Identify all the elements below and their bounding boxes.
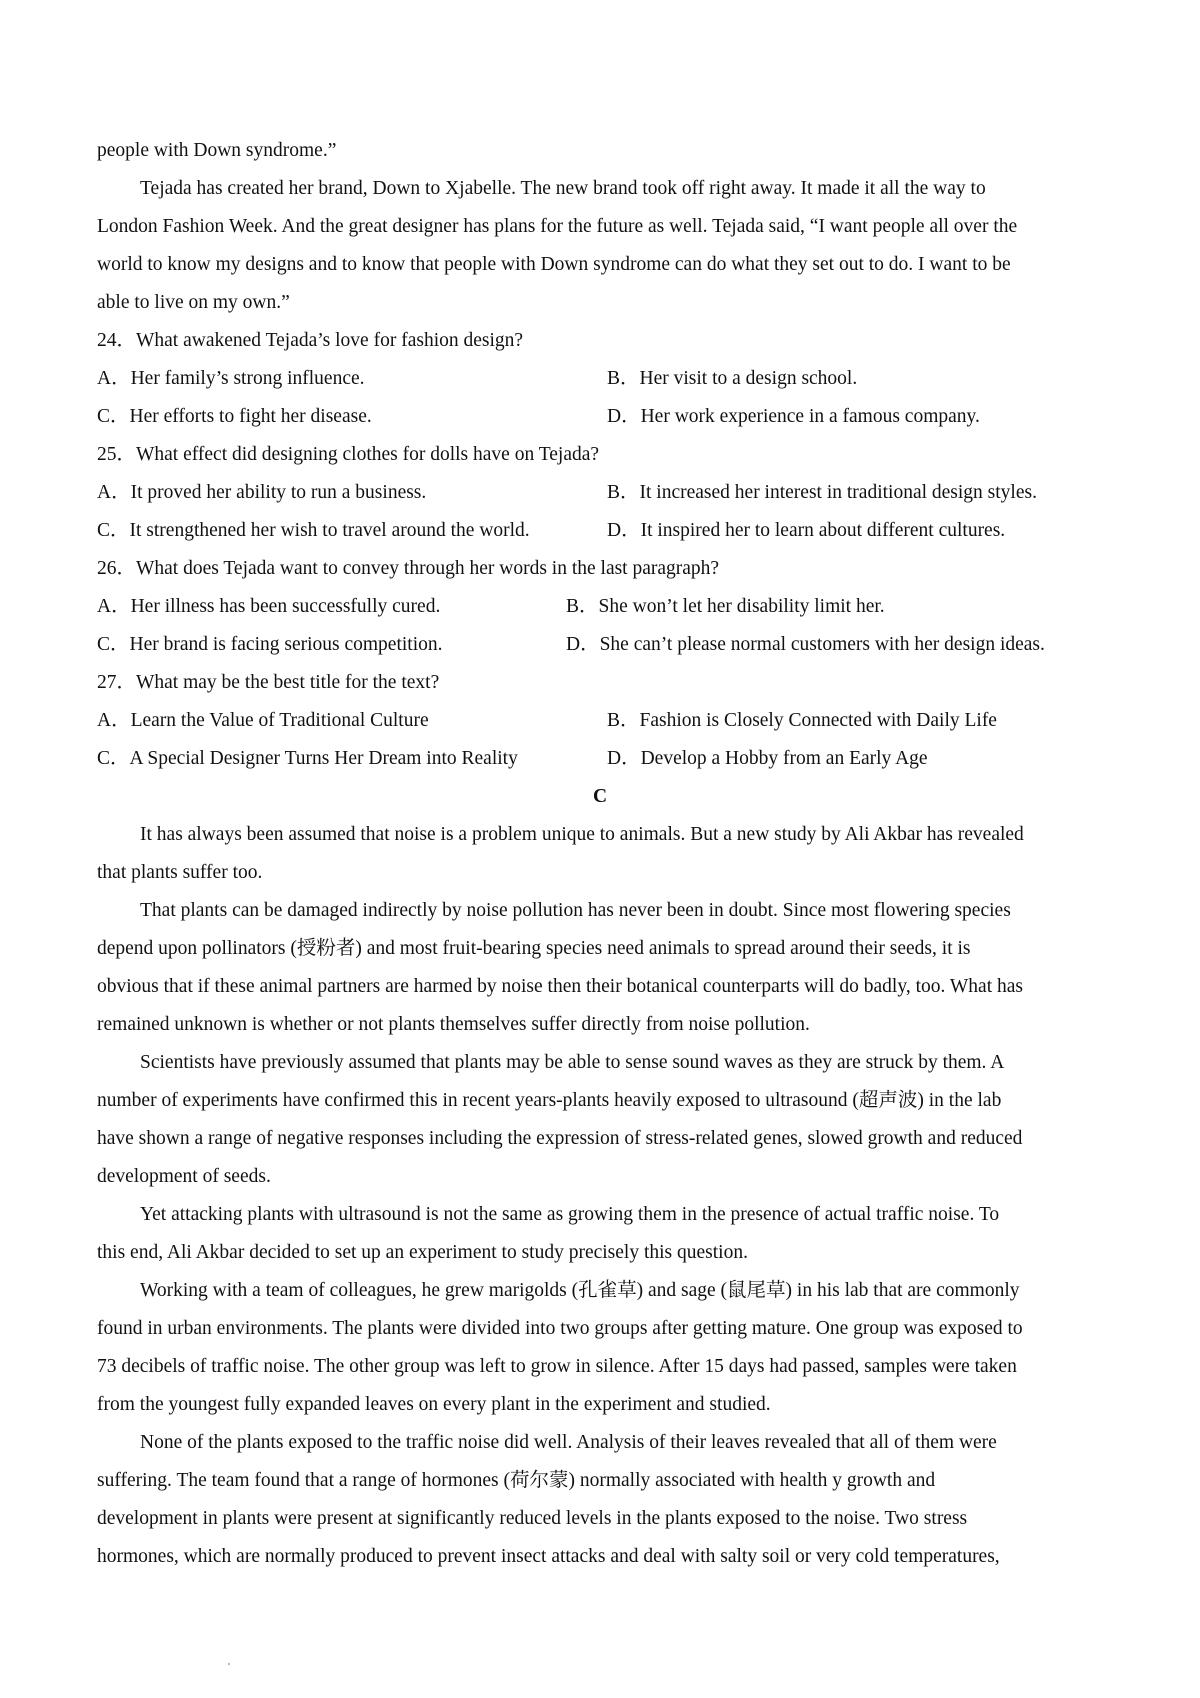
passage-line: remained unknown is whether or not plants themselves suffer directly from noise pollution. xyxy=(97,1014,810,1035)
passage-line: world to know my designs and to know that people with Down syndrome can do what they set out to do. I want to be xyxy=(97,254,1011,275)
answer-option[interactable]: D．Her work experience in a famous company. xyxy=(607,406,980,427)
passage-line: Yet attacking plants with ultrasound is not the same as growing them in the presence of actual traffic noise. To xyxy=(140,1204,1000,1225)
section-heading: C xyxy=(592,786,608,807)
answer-option[interactable]: B．It increased her interest in traditional design styles. xyxy=(607,482,1037,503)
passage-line: this end, Ali Akbar decided to set up an experiment to study precisely this question. xyxy=(97,1242,748,1263)
question-stem: 25．What effect did designing clothes for dolls have on Tejada? xyxy=(97,444,600,465)
passage-line: Scientists have previously assumed that plants may be able to sense sound waves as they are struck by them. A xyxy=(140,1052,1005,1073)
passage-line: people with Down syndrome.” xyxy=(97,140,337,161)
passage-line: depend upon pollinators (授粉者) and most fruit-bearing species need animals to spread around their seeds, it is xyxy=(97,938,971,959)
passage-line: from the youngest fully expanded leaves on every plant in the experiment and studied. xyxy=(97,1394,771,1415)
passage-line: It has always been assumed that noise is a problem unique to animals. But a new study by Ali Akbar has revealed xyxy=(140,824,1024,845)
answer-option[interactable]: C．A Special Designer Turns Her Dream into Reality xyxy=(97,748,518,769)
passage-line: suffering. The team found that a range of hormones (荷尔蒙) normally associated with health y growth and xyxy=(97,1470,936,1491)
question-stem: 27．What may be the best title for the text? xyxy=(97,672,440,693)
passage-line: development of seeds. xyxy=(97,1166,271,1187)
answer-option[interactable]: B．Her visit to a design school. xyxy=(607,368,858,389)
passage-line: have shown a range of negative responses including the expression of stress-related genes, slowed growth and reduced xyxy=(97,1128,1023,1149)
answer-option[interactable]: B．Fashion is Closely Connected with Daily Life xyxy=(607,710,997,731)
passage-line: Tejada has created her brand, Down to Xjabelle. The new brand took off right away. It made it all the way to xyxy=(140,178,986,199)
passage-line: development in plants were present at significantly reduced levels in the plants exposed to the noise. Two stress xyxy=(97,1508,968,1529)
answer-option[interactable]: C．Her efforts to fight her disease. xyxy=(97,406,372,427)
passage-line: 73 decibels of traffic noise. The other group was left to grow in silence. After 15 days had passed, samples were taken xyxy=(97,1356,1017,1377)
passage-line: London Fashion Week. And the great designer has plans for the future as well. Tejada said, “I want people all over the xyxy=(97,216,1018,237)
answer-option[interactable]: D．Develop a Hobby from an Early Age xyxy=(607,748,928,769)
answer-option[interactable]: A．Learn the Value of Traditional Culture xyxy=(97,710,429,731)
answer-option[interactable]: A．Her illness has been successfully cured. xyxy=(97,596,441,617)
answer-option[interactable]: A．Her family’s strong influence. xyxy=(97,368,365,389)
passage-line: That plants can be damaged indirectly by noise pollution has never been in doubt. Since most flowering species xyxy=(140,900,1011,921)
scan-speck xyxy=(228,1663,230,1665)
passage-line: able to live on my own.” xyxy=(97,292,290,313)
passage-line: found in urban environments. The plants were divided into two groups after getting mature. One group was exposed to xyxy=(97,1318,1023,1339)
answer-option[interactable]: C．It strengthened her wish to travel around the world. xyxy=(97,520,530,541)
passage-line: hormones, which are normally produced to prevent insect attacks and deal with salty soil or very cold temperatures, xyxy=(97,1546,1000,1567)
question-stem: 24．What awakened Tejada’s love for fashion design? xyxy=(97,330,524,351)
answer-option[interactable]: A．It proved her ability to run a business. xyxy=(97,482,427,503)
answer-option[interactable]: C．Her brand is facing serious competition. xyxy=(97,634,443,655)
answer-option[interactable]: B．She won’t let her disability limit her. xyxy=(566,596,885,617)
answer-option[interactable]: D．It inspired her to learn about different cultures. xyxy=(607,520,1006,541)
passage-line: that plants suffer too. xyxy=(97,862,263,883)
passage-line: None of the plants exposed to the traffic noise did well. Analysis of their leaves revealed that all of them were xyxy=(140,1432,997,1453)
passage-line: number of experiments have confirmed this in recent years-plants heavily exposed to ultrasound (超声波) in the lab xyxy=(97,1090,1002,1111)
passage-line: Working with a team of colleagues, he grew marigolds (孔雀草) and sage (鼠尾草) in his lab that are commonly xyxy=(140,1280,1020,1301)
passage-line: obvious that if these animal partners are harmed by noise then their botanical counterparts will do badly, too. What has xyxy=(97,976,1023,997)
question-stem: 26．What does Tejada want to convey through her words in the last paragraph? xyxy=(97,558,720,579)
answer-option[interactable]: D．She can’t please normal customers with her design ideas. xyxy=(566,634,1045,655)
